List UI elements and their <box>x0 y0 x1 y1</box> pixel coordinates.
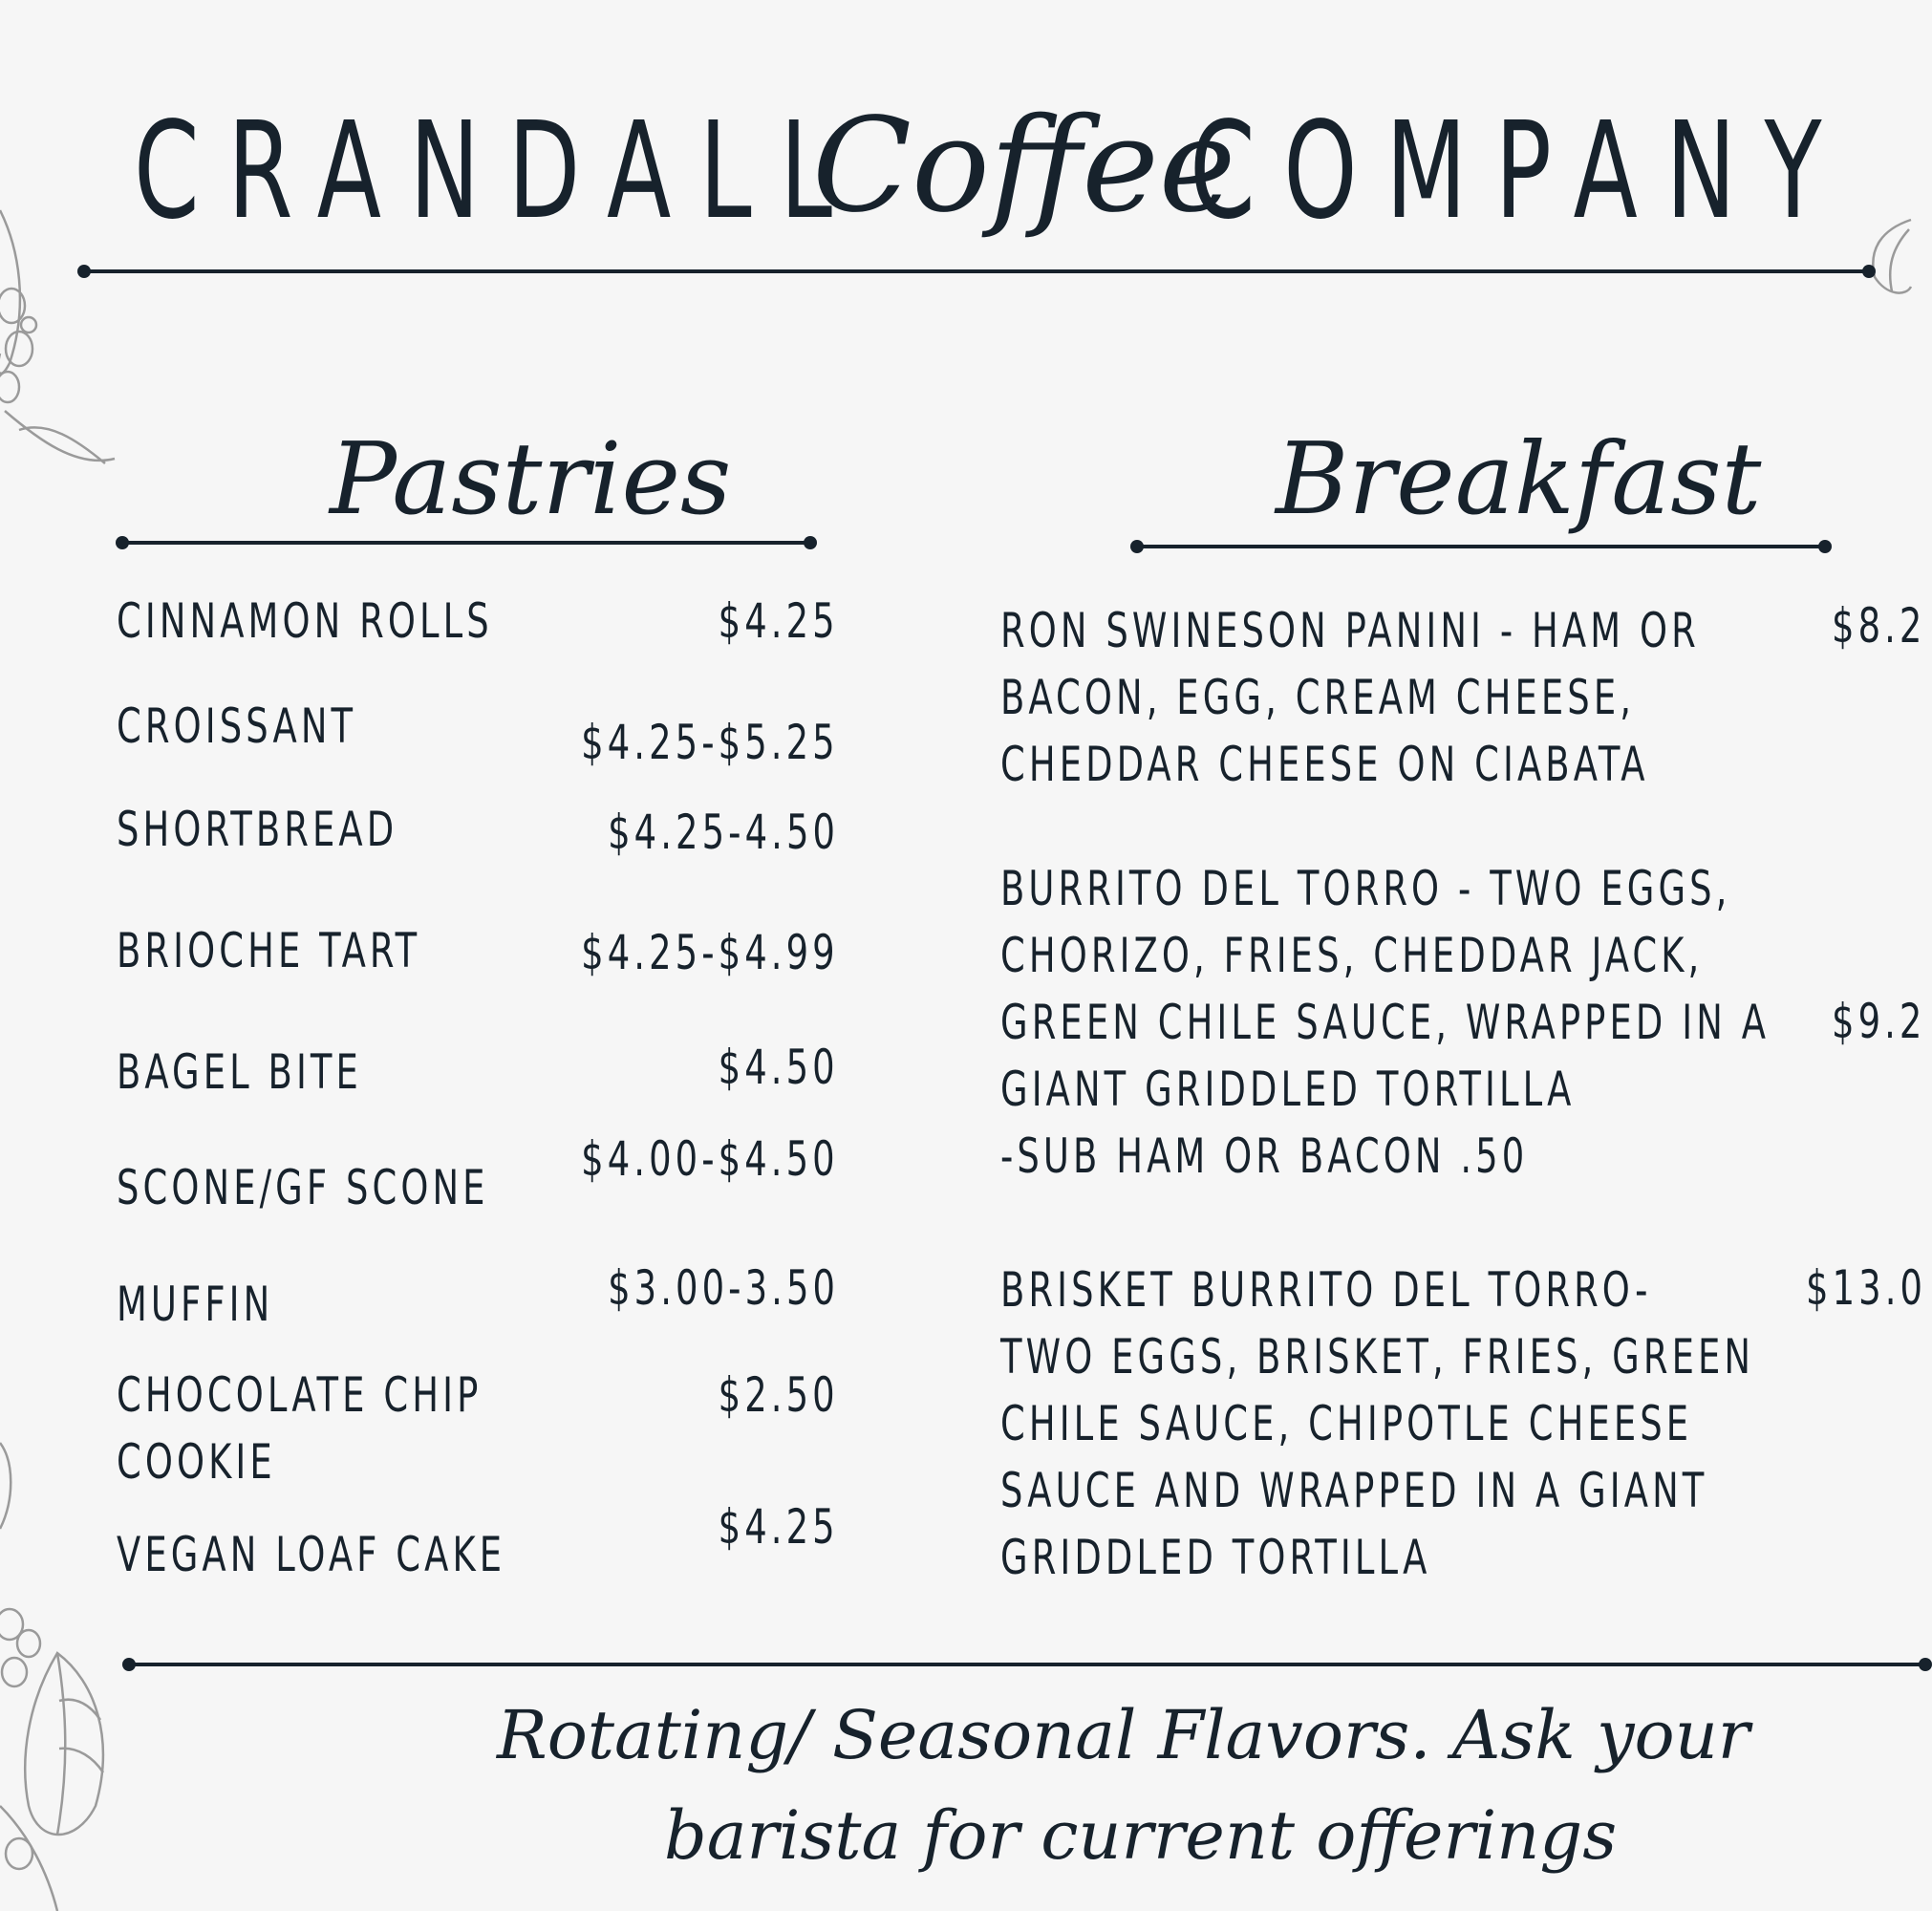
description-line: -SUB HAM OR BACON .50 <box>1000 1128 1529 1184</box>
breakfast-item-description <box>1000 1256 1754 1591</box>
description-line: RON SWINESON PANINI - HAM OR <box>1000 603 1700 658</box>
breakfast-item-description <box>1000 855 1770 1190</box>
pastry-price: $4.25-4.50 <box>608 805 839 860</box>
breakfast-divider <box>1137 545 1825 548</box>
breakfast-price: $13.0 <box>1806 1260 1927 1316</box>
brand-title-coffee: Coffee <box>812 91 1236 242</box>
title-divider <box>84 269 1869 273</box>
breakfast-item-description <box>1000 597 1700 798</box>
pastry-name: VEGAN LOAF CAKE <box>117 1527 506 1582</box>
pastry-price: $2.50 <box>718 1367 839 1423</box>
pastry-name: CHOCOLATE CHIP <box>117 1367 483 1423</box>
coffee-branch-illustration-top-left <box>0 191 124 478</box>
pastry-name: SCONE/GF SCONE <box>117 1160 489 1215</box>
pastry-price: $3.00-3.50 <box>608 1260 839 1316</box>
coffee-branch-illustration-bottom-left <box>0 1586 115 1911</box>
description-line: CHILE SAUCE, CHIPOTLE CHEESE <box>1000 1396 1693 1451</box>
pastry-name: BRIOCHE TART <box>117 923 421 978</box>
brand-title-company: COMPANY <box>1190 94 1851 249</box>
pastry-name: MUFFIN <box>117 1277 274 1332</box>
pastry-name: CINNAMON ROLLS <box>117 593 493 649</box>
footer-note-line1: Rotating/ Seasonal Flavors. Ask your <box>497 1696 1750 1774</box>
description-line: BACON, EGG, CREAM CHEESE, <box>1000 670 1636 725</box>
pastries-heading: Pastries <box>330 420 732 537</box>
breakfast-price: $8.2 <box>1832 598 1926 654</box>
description-line: SAUCE AND WRAPPED IN A GIANT <box>1000 1463 1708 1518</box>
breakfast-heading: Breakfast <box>1276 420 1762 537</box>
pastry-name: SHORTBREAD <box>117 802 398 857</box>
description-line: CHORIZO, FRIES, CHEDDAR JACK, <box>1000 928 1704 983</box>
description-line: BURRITO DEL TORRO - TWO EGGS, <box>1000 861 1731 916</box>
pastry-name-continued: COOKIE <box>117 1434 276 1490</box>
pastries-divider <box>122 541 810 545</box>
description-line: GRIDDLED TORTILLA <box>1000 1530 1431 1585</box>
pastry-price: $4.00-$4.50 <box>581 1131 839 1187</box>
description-line: GIANT GRIDDLED TORTILLA <box>1000 1062 1576 1117</box>
footer-note-line2: barista for current offerings <box>664 1796 1618 1875</box>
description-line: TWO EGGS, BRISKET, FRIES, GREEN <box>1000 1329 1755 1385</box>
breakfast-price: $9.2 <box>1832 994 1926 1049</box>
pastry-price: $4.25-$4.99 <box>581 925 839 980</box>
pastry-price: $4.25 <box>718 593 839 649</box>
pastry-name: BAGEL BITE <box>117 1044 362 1100</box>
description-line: GREEN CHILE SAUCE, WRAPPED IN A <box>1000 995 1771 1050</box>
description-line: BRISKET BURRITO DEL TORRO- <box>1000 1262 1652 1318</box>
pastry-price: $4.50 <box>718 1040 839 1095</box>
brand-title-crandall: CRANDALL <box>134 94 861 249</box>
description-line: CHEDDAR CHEESE ON CIABATA <box>1000 737 1649 792</box>
pastry-price: $4.25 <box>718 1499 839 1555</box>
footer-divider <box>129 1663 1925 1666</box>
coffee-bean-illustration-left <box>0 1433 19 1548</box>
pastry-name: CROISSANT <box>117 698 357 754</box>
pastry-price: $4.25-$5.25 <box>581 715 839 770</box>
